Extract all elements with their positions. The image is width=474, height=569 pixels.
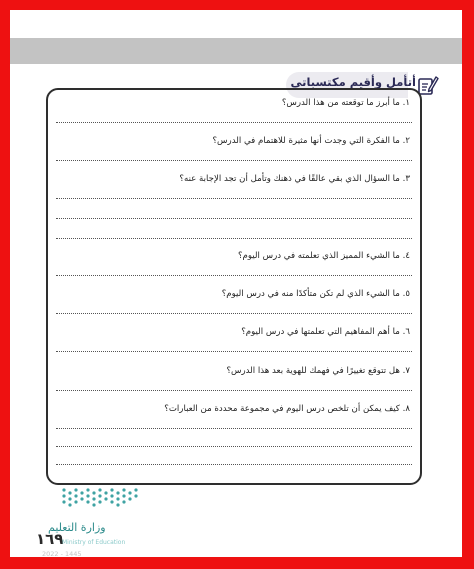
questions-frame xyxy=(46,88,422,485)
question-6: ٦. ما أهم المفاهيم التي تعلمتها في درس اليوم؟ xyxy=(241,327,410,337)
answer-line[interactable] xyxy=(56,428,412,429)
question-3: ٣. ما السؤال الذي بقي عالقًا في ذهنك وتأمل أن تجد الإجابة عنه؟ xyxy=(179,174,410,184)
answer-line[interactable] xyxy=(56,464,412,465)
answer-line[interactable] xyxy=(56,351,412,352)
ministry-name: وزارة التعليم xyxy=(48,521,106,534)
question-1: ١. ما أبرز ما توقعته من هذا الدرس؟ xyxy=(281,98,410,108)
question-2: ٢. ما الفكرة التي وجدت أنها مثيرة للاهتمام في الدرس؟ xyxy=(212,136,410,146)
section-title: أتأمل وأقيم مكتسباتي xyxy=(290,75,416,89)
answer-line[interactable] xyxy=(56,218,412,219)
answer-line[interactable] xyxy=(56,275,412,276)
question-8: ٨. كيف يمكن أن تلخص درس اليوم في مجموعة محددة من العبارات؟ xyxy=(164,404,410,414)
ministry-logo-icon xyxy=(58,482,148,512)
page-number: ١٦٩ xyxy=(36,530,64,548)
question-4: ٤. ما الشيء المميز الذي تعلمته في درس اليوم؟ xyxy=(237,251,410,261)
answer-line[interactable] xyxy=(56,446,412,447)
header-band xyxy=(10,38,462,64)
edition-year: 2022 - 1445 xyxy=(42,550,82,558)
question-5: ٥. ما الشيء الذي لم تكن متأكدًا منه في درس اليوم؟ xyxy=(221,289,410,299)
answer-line[interactable] xyxy=(56,313,412,314)
answer-line[interactable] xyxy=(56,160,412,161)
answer-line[interactable] xyxy=(56,198,412,199)
pencil-note-icon xyxy=(417,74,439,96)
question-7: ٧. هل تتوقع تغييرًا في فهمك للهوية بعد هذا الدرس؟ xyxy=(226,366,410,376)
answer-line[interactable] xyxy=(56,238,412,239)
ministry-subtitle: Ministry of Education xyxy=(62,539,126,546)
answer-line[interactable] xyxy=(56,390,412,391)
worksheet-page xyxy=(10,10,462,557)
answer-line[interactable] xyxy=(56,122,412,123)
